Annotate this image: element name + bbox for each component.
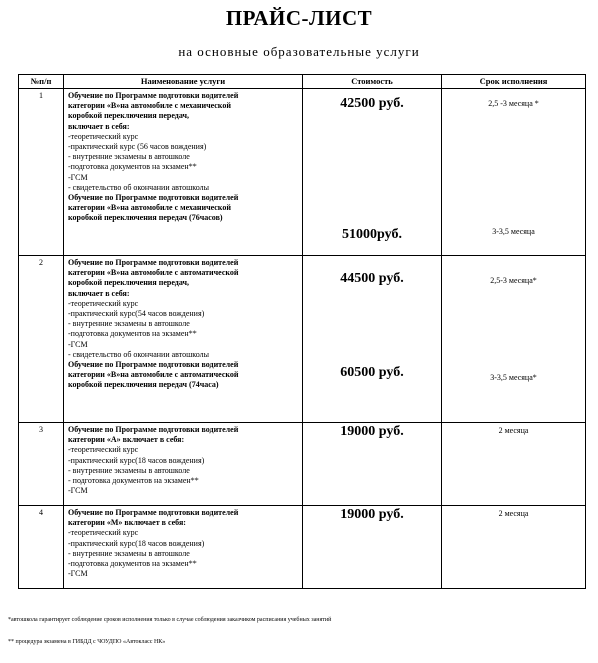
price-cell — [303, 423, 442, 506]
description-line: -теоретический курс — [68, 298, 139, 308]
table-row — [19, 256, 586, 423]
price-value: 51000руб. — [342, 227, 402, 242]
description-line: -ГСМ — [68, 569, 88, 579]
description-line: - внутренние экзамены в автошколе — [68, 152, 190, 162]
price-value: 19000 руб. — [340, 424, 404, 439]
description-line: Обучение по Программе подготовки водителей — [68, 91, 239, 100]
description-line: категории «В»на автомобиле с автоматической — [68, 268, 239, 278]
description-line: категории «В»на автомобиле с механической — [68, 101, 231, 111]
column-header-term: Срок исполнения — [442, 75, 586, 89]
service-description — [64, 423, 303, 506]
table-row — [19, 506, 586, 589]
description-line: категории «М» включает в себя: — [68, 518, 186, 528]
description-line: -ГСМ — [68, 339, 88, 349]
table-row — [19, 423, 586, 506]
column-header-service: Наименование услуги — [64, 75, 303, 89]
service-description — [64, 506, 303, 589]
price-value: 19000 руб. — [340, 507, 404, 522]
term-cell — [442, 506, 586, 589]
description-line: -практический курс(18 часов вождения) — [68, 538, 205, 548]
footnote-exam-procedure: ** процедура экзамена в ГИБДД с ЧОУДПО «Автокласс НК» — [8, 639, 166, 645]
description-line: - внутренние экзамены в автошколе — [68, 465, 190, 475]
description-line: Обучение по Программе подготовки водителей — [68, 258, 239, 267]
price-value: 60500 руб. — [340, 365, 404, 380]
description-line: -практический курс (56 часов вождения) — [68, 142, 207, 152]
term-value: 3-3,5 месяца* — [490, 373, 537, 382]
description-line: коробкой переключения передач (74часа) — [68, 380, 219, 390]
description-line: -практический курс(54 часов вождения) — [68, 309, 205, 319]
description-line: - внутренние экзамены в автошколе — [68, 319, 190, 329]
term-value: 3-3,5 месяца — [492, 227, 535, 236]
table-header-row — [19, 75, 586, 89]
price-cell — [303, 256, 442, 423]
description-line: -практический курс(18 часов вождения) — [68, 455, 205, 465]
row-number: 4 — [19, 506, 64, 589]
description-line: -ГСМ — [68, 486, 88, 496]
price-table — [18, 74, 586, 589]
description-line: - внутренние экзамены в автошколе — [68, 548, 190, 558]
description-line: включает в себя: — [68, 288, 130, 298]
row-number: 1 — [19, 89, 64, 256]
term-cell — [442, 89, 586, 256]
description-line: - подготовка документов на экзамен** — [68, 476, 199, 486]
price-value: 42500 руб. — [340, 96, 404, 111]
term-value: 2,5-3 месяца* — [490, 276, 537, 285]
column-header-price: Стоимость — [303, 75, 442, 89]
service-description — [64, 256, 303, 423]
description-line: коробкой переключения передач, — [68, 278, 190, 288]
description-line: -подготовка документов на экзамен** — [68, 162, 197, 172]
description-line: - свидетельство об окончании автошколы — [68, 182, 210, 192]
page-subtitle: на основные образовательные услуги — [178, 44, 420, 59]
description-line: категории «В»на автомобиле с автоматической — [68, 370, 239, 380]
description-line: Обучение по Программе подготовки водителей — [68, 508, 239, 517]
description-line: -теоретический курс — [68, 131, 139, 141]
description-line: коробкой переключения передач (76часов) — [68, 213, 223, 223]
description-line: -ГСМ — [68, 172, 88, 182]
service-description — [64, 89, 303, 256]
price-cell — [303, 506, 442, 589]
description-line: коробкой переключения передач, — [68, 111, 190, 121]
description-line: категории «А» включает в себя: — [68, 435, 185, 445]
footnote-guarantee: *автошкола гарантирует соблюдение сроков исполнения только в случае соблюдения заказчиком расписания учебных занятий — [8, 617, 332, 623]
term-value: 2,5 -3 месяца * — [488, 99, 539, 108]
term-cell — [442, 423, 586, 506]
description-line: - свидетельство об окончании автошколы — [68, 349, 210, 359]
price-cell — [303, 89, 442, 256]
description-line: включает в себя: — [68, 121, 130, 131]
description-line: Обучение по Программе подготовки водителей — [68, 425, 239, 434]
description-line: -подготовка документов на экзамен** — [68, 329, 197, 339]
description-line: -теоретический курс — [68, 445, 139, 455]
column-header-number: №п/п — [19, 75, 64, 89]
description-line: Обучение по Программе подготовки водителей — [68, 193, 239, 203]
description-line: -подготовка документов на экзамен** — [68, 559, 197, 569]
row-number: 2 — [19, 256, 64, 423]
page-title: ПРАЙС-ЛИСТ — [225, 6, 373, 30]
table-row — [19, 89, 586, 256]
term-cell — [442, 256, 586, 423]
description-line: категории «В»на автомобиле с механической — [68, 203, 231, 213]
term-value: 2 месяца — [498, 509, 529, 518]
price-value: 44500 руб. — [340, 271, 404, 286]
row-number: 3 — [19, 423, 64, 506]
description-line: -теоретический курс — [68, 528, 139, 538]
description-line: Обучение по Программе подготовки водителей — [68, 360, 239, 370]
term-value: 2 месяца — [498, 426, 529, 435]
